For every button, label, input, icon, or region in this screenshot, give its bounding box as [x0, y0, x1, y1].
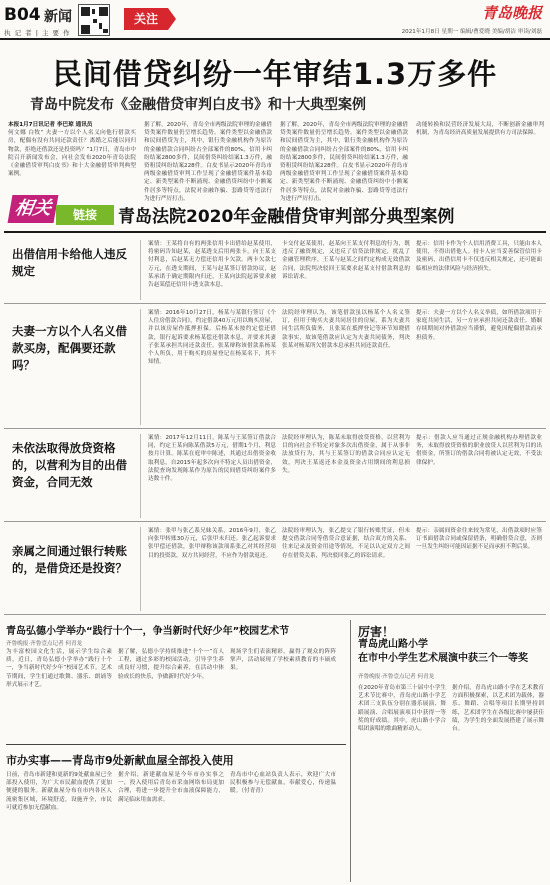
follow-tag: 关注	[124, 8, 168, 30]
case-title: 未依法取得放贷资格的，以营利为目的出借资金，合同无效	[12, 441, 127, 489]
divider	[350, 620, 351, 882]
main-headline: 民间借贷纠纷一年审结1.3万多件	[52, 57, 498, 91]
divider	[140, 309, 141, 425]
school-festival-headline: 青岛弘德小学举办“践行十个一，争当新时代好少年”校园艺术节	[6, 626, 290, 637]
festival-text: 现场学生们表演精彩，赢得了观众的阵阵掌声，活动展现了学校素质教育的丰硕成果。	[230, 649, 336, 672]
case-text: 法院经审理认为，该笔借款虽以杨某个人名义签订，但用于购买夫妻共同居住的房屋，系为夫妻共同生活所负债务，且张某在抵押登记等环节知晓借款事实，故该笔借款应认定为夫妻共同债务，判决张某对杨某所欠借款本息承担共同还款责任。	[282, 310, 410, 349]
editor-line: 执 记 者 | 主 要 作	[4, 29, 71, 37]
school-festival-byline: 齐鲁晚报·齐鲁壹点记者 何青龙	[6, 641, 83, 647]
case-row	[4, 430, 546, 522]
case-title: 亲属之间通过银行转账的，是借贷还是投资？	[12, 544, 127, 575]
newspaper-logo: 青岛晚报	[481, 4, 542, 22]
intro-column-2: 据了解，2020年，青岛全市两级法院审理的金融借贷类案件数量仍呈增长趋势。案件类型以金融借款和民间借贷为主，其中，银行类金融机构作为原告的金融借款合同纠纷占全部案件的80%，信用卡纠纷结案2800多件，民间借贷纠纷结案1.3万件，融资租赁纠纷结案228件。白皮书显示2020年青岛市两级金融借贷审判工作呈现了金融借贷案件基本稳定、新类型案件不断涌现、金融借贷纠纷中小额案件居多等特点，法院对金融诈骗、套路贷等违法行为进行严厉打击。	[144, 122, 272, 202]
divider	[140, 240, 141, 300]
case-text: 案情：2017年12月11日，陈某与王某签订借款合同，约定王某向陈某借款5万元，借期1个月，利息按月计算。陈某在庭审中陈述，其通过出借资金收取利息，自2015年起多次向不特定人员出借资金，法院查询发现陈某作为原告的民间借贷纠纷案件多达数十件。	[148, 435, 276, 483]
case-title: 出借信用卡给他人违反规定	[12, 247, 127, 278]
qr-code-icon[interactable]	[78, 4, 110, 36]
link-tag: 链接	[56, 205, 114, 225]
case-row	[4, 523, 546, 615]
case-text: 案情：2016年10月27日，杨某与某银行签订《个人住房借款合同》，约定借款40万元用以购买房屋，并以该房屋作抵押担保。后杨某未按约定偿还借款，银行起诉要求杨某偿还借款本息，并要求其妻子张某承担共同还款责任。张某辩称该借款系杨某个人所负，用于购买的房屋登记在杨某名下，其不知情。	[148, 310, 276, 366]
intro-column-3: 据了解，2020年，青岛全市两级法院审理的金融借贷类案件数量仍呈增长趋势。案件类型以金融借款和民间借贷为主，其中，银行类金融机构作为原告的金融借款合同纠纷占全部案件的80%，信用卡纠纷结案2800多件，民间借贷纠纷结案1.3万件，融资租赁纠纷结案228件。白皮书显示2020年青岛市两级金融借贷审判工作呈现了金融借贷案件基本稳定、新类型案件不断涌现、金融借贷纠纷中小额案件居多等特点，法院对金融诈骗、套路贷等违法行为进行严厉打击。	[280, 122, 408, 202]
case-title: 夫妻一方以个人名义借款买房，配偶要还款吗？	[12, 324, 127, 372]
masthead	[0, 0, 550, 40]
kicker-text: 厉害！	[358, 625, 395, 639]
intro-text-1: 何文娜 白牧“ 夫妻一方以个人名义向他行借款买房，配偶有没有共同还款责任？离婚之后能以同归物款，拒绝还借款还是投资吗？”1月7日，青岛市中院召开新闻发布会，向社会发布2020年青岛法院《金融借贷审判白皮书》和十大金融借贷审判典型案例。	[8, 130, 136, 178]
blood-house-text: 青岛市中心血站负责人表示，欢迎广大市民积极参与无偿献血，奉献爱心，传递温暖。（付青青）	[230, 772, 336, 795]
case-row	[4, 305, 546, 429]
divider	[140, 434, 141, 518]
main-subheadline: 青岛中院发布《金融借贷审判白皮书》和十大典型案例	[30, 97, 366, 113]
related-links-banner	[4, 193, 546, 233]
page-number: B04	[4, 5, 41, 25]
case-text: 卡交付赵某使用，赵某向王某支付利息的行为，既违反了融资规定，又违反了信贷法律规定，扰乱了金融管理秩序，王某与赵某之间约定构成无效借款合同，法院判决驳回王某要求赵某支付借款利息的诉讼请求。	[282, 241, 410, 280]
case-text: 提示：借款人应当通过正规金融机构办理借款业务，未取得放贷资格的职业放贷人以营利为目的出借资金，所签订的借款合同将被认定无效，不受法律保护。	[416, 435, 542, 466]
case-text: 案情：张甲与张乙系兄妹关系，2016年9月，张乙向张甲转账30万元，后张甲未归还。张乙起诉要求张甲偿还借款，张甲辩称该款项系张乙对其经营项目的投资款，双方共同经营，不应作为借款返还。	[148, 528, 276, 559]
case-text: 提示：亲属间资金往来较为常见，出借款项时应签订书面借款合同或保留借条，明确借贷合意，否则一旦发生纠纷可能因证据不足而承担不利后果。	[416, 528, 542, 551]
divider	[140, 527, 141, 611]
art-award-text: 在2020年青岛市第三十届中小学生艺术节比赛中，青岛虎山路小学艺术团三支队伍分别在器乐展演、舞蹈展演、合唱展演项目中获得一等奖的好成绩。其中，虎山路小学合唱团演唱的歌曲精彩动人。	[358, 685, 446, 733]
art-award-byline: 齐鲁晚报·齐鲁壹点记者 何青龙	[358, 674, 435, 680]
case-text: 提示：信用卡作为个人信用消费工具，只能由本人使用，不得出借他人。持卡人应当妥善保管信用卡及密码，出借信用卡不仅违反相关规定，还可能面临相应的法律风险与经济损失。	[416, 241, 542, 272]
case-text: 法院经审理认为，陈某未取得放贷资格，以营利为目的向社会不特定对象多次出借资金，属于从事非法放贷行为，其与王某签订的借款合同应认定无效，判决王某返还本金及资金占用期间的利息损失。	[282, 435, 410, 474]
art-award-text: 据介绍，青岛虎山路小学在艺术教育方面积极探索，以艺术团为载体，器乐、舞蹈、合唱等项目长期坚持训练，艺术团学生在各级比赛中屡获佳绩，为学生的全面发展搭建了展示舞台。	[452, 685, 544, 733]
blood-house-text: 日前，青岛市新建和更新的9处献血屋已全部投入使用，为广大市民献血提供了更加便捷的服务。新献血屋分布在市内各区人流密集区域，环境舒适，设施齐全，市民可就近参加无偿献血。	[6, 772, 112, 811]
dateline: 2021年1月8日 星期一 编辑/曹爱晓 美编/胡洁 审读/刘磊	[401, 29, 542, 35]
blood-house-text: 据介绍，新建献血屋是今年市办实事之一，投入使用后青岛市采血网络布局更加合理，将进一步提升全市血液保障能力，满足临床用血需求。	[118, 772, 224, 803]
cases-section-title: 青岛法院2020年金融借贷审判部分典型案例	[118, 207, 455, 227]
festival-text: 据了解，弘德小学持续推进“十个一”育人工程，通过多彩的校园活动，引导学生养成良好习惯，提升综合素养，在活动中体验成长的快乐，争做新时代好少年。	[118, 649, 224, 680]
case-text: 案情：王某将自有的两张信用卡出借给赵某使用，将密码告知赵某，赵某透支后用两张卡，向王某支付利息，后赵某无力偿还信用卡欠款。两卡欠款七万元，在透支期间，王某与赵某签订借款协议，赵某承诺于确定期限内归还，王某向法院起诉要求被告赵某偿还信用卡透支款本息。	[148, 241, 276, 289]
intro-byline: 本报1月7日讯记者 李巴琼 通讯员	[8, 122, 93, 128]
art-award-headline: 青岛虎山路小学 在市中小学生艺术展演中获三个一等奖	[358, 639, 528, 664]
festival-text: 为丰富校园文化生活，展示学生综合素质，近日，青岛弘德小学举办“践行十个一，争当新时代好少年”校园艺术节。艺术节期间，学生们通过歌舞、器乐、朗诵等形式展示才艺。	[6, 649, 112, 688]
intro-column-1	[8, 121, 136, 187]
divider	[6, 744, 346, 745]
case-row	[4, 236, 546, 304]
blood-house-headline: 市办实事——青岛市9处新献血屋全部投入使用	[6, 754, 234, 767]
case-text: 提示：夫妻一方以个人名义举债，如所借款项用于家庭共同生活，另一方应承担共同还款责任。婚姻存续期间对外借款应当谨慎，避免因配偶借款而承担债务。	[416, 310, 542, 341]
case-text: 法院经审理认为，张乙提交了银行转账凭证，但未提交借款合同等借贷合意证据，结合双方的关系、往来记录及资金用途等情况，不足以认定双方之间存在借贷关系，判决驳回张乙的诉讼请求。	[282, 528, 410, 559]
intro-column-4: 动能转换和民营经济发展大局，不断创新金融审判机制，为青岛经济高质量发展提供有力司法保障。	[416, 122, 544, 137]
section-name: 新闻	[44, 9, 72, 25]
related-tag: 相关	[8, 195, 59, 223]
